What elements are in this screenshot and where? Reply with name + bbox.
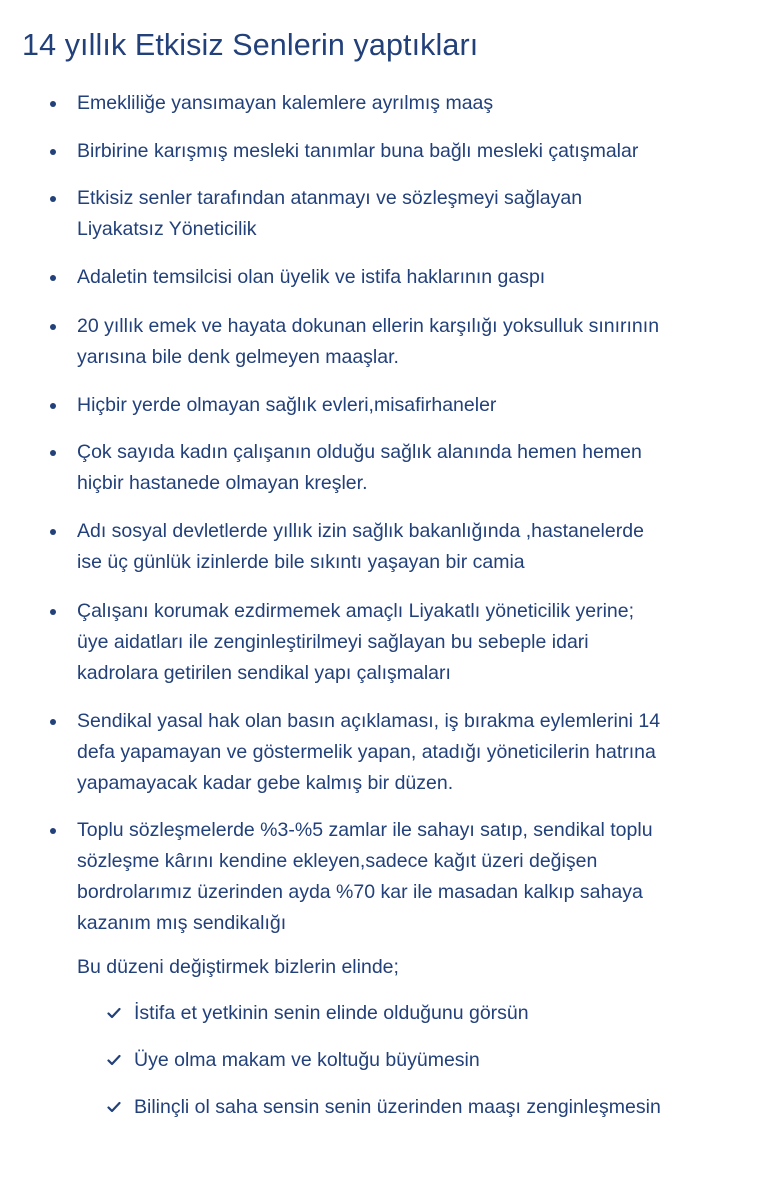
bullet-dot-icon <box>50 149 56 155</box>
checkmark-icon <box>107 1007 121 1019</box>
bullet-dot-icon <box>50 719 56 725</box>
list-item-line: defa yapamayan ve göstermelik yapan, atadığı yöneticilerin hatrına <box>77 741 656 763</box>
list-item <box>77 262 767 293</box>
list-item-line: Çok sayıda kadın çalışanın olduğu sağlık alanında hemen hemen <box>77 441 642 463</box>
page-title: 14 yıllık Etkisiz Senlerin yaptıkları <box>22 28 479 62</box>
bullet-dot-icon <box>50 609 56 615</box>
list-item-line: Toplu sözleşmelerde %3-%5 zamlar ile sahayı satıp, sendikal toplu <box>77 819 653 841</box>
list-item-line: ise üç günlük izinlerde bile sıkıntı yaşayan bir camia <box>77 551 525 573</box>
list-item-line: Hiçbir yerde olmayan sağlık evleri,misafirhaneler <box>77 394 497 416</box>
list-item-line: sözleşme kârını kendine ekleyen,sadece kağıt üzeri değişen <box>77 850 598 872</box>
list-item-line: yarısına bile denk gelmeyen maaşlar. <box>77 346 399 368</box>
checkmark-icon <box>107 1101 121 1113</box>
bullet-dot-icon <box>50 828 56 834</box>
bullet-dot-icon <box>50 196 56 202</box>
list-item <box>77 815 767 939</box>
bullet-dot-icon <box>50 403 56 409</box>
list-item <box>77 88 767 119</box>
list-item-line: yapamayacak kadar gebe kalmış bir düzen. <box>77 772 454 794</box>
bullet-dot-icon <box>50 101 56 107</box>
list-item-line: hiçbir hastanede olmayan kreşler. <box>77 472 368 494</box>
list-item-line: kazanım mış sendikalığı <box>77 912 287 934</box>
list-item <box>77 136 767 167</box>
list-item <box>77 437 767 499</box>
bullet-dot-icon <box>50 275 56 281</box>
bullet-dot-icon <box>50 450 56 456</box>
list-item-line: Etkisiz senler tarafından atanmayı ve sözleşmeyi sağlayan <box>77 187 583 209</box>
checklist-item-label: İstifa et yetkinin senin elinde olduğunu görsün <box>134 1002 529 1024</box>
list-item-line: Liyakatsız Yöneticilik <box>77 218 257 240</box>
checklist-item-label: Bilinçli ol saha sensin senin üzerinden maaşı zenginleşmesin <box>134 1096 661 1118</box>
call-to-action-heading: Bu düzeni değiştirmek bizlerin elinde; <box>77 956 399 978</box>
list-item-line: 20 yıllık emek ve hayata dokunan ellerin karşılığı yoksulluk sınırının <box>77 315 660 337</box>
list-item-line: Sendikal yasal hak olan basın açıklaması, iş bırakma eylemlerini 14 <box>77 710 661 732</box>
bullet-dot-icon <box>50 324 56 330</box>
checklist-item <box>134 1045 480 1076</box>
list-item <box>77 183 767 245</box>
list-item <box>77 390 767 421</box>
list-item-line: Çalışanı korumak ezdirmemek amaçlı Liyakatlı yöneticilik yerine; <box>77 600 635 622</box>
list-item-line: üye aidatları ile zenginleştirilmeyi sağlayan bu sebeple idari <box>77 631 589 653</box>
bullet-dot-icon <box>50 529 56 535</box>
list-item <box>77 516 767 578</box>
list-item-line: kadrolara getirilen sendikal yapı çalışmaları <box>77 662 451 684</box>
list-item <box>77 706 767 799</box>
list-item-line: bordrolarımız üzerinden ayda %70 kar ile masadan kalkıp sahaya <box>77 881 643 903</box>
checkmark-icon <box>107 1054 121 1066</box>
list-item <box>77 311 767 373</box>
list-item-line: Adaletin temsilcisi olan üyelik ve istifa haklarının gaspı <box>77 266 546 288</box>
list-item-line: Birbirine karışmış mesleki tanımlar buna bağlı mesleki çatışmalar <box>77 140 639 162</box>
list-item-line: Adı sosyal devletlerde yıllık izin sağlık bakanlığında ,hastanelerde <box>77 520 644 542</box>
list-item-line: Emekliliğe yansımayan kalemlere ayrılmış maaş <box>77 92 494 114</box>
checklist-item <box>134 998 529 1029</box>
checklist-item <box>134 1092 661 1123</box>
list-item <box>77 596 767 689</box>
checklist-item-label: Üye olma makam ve koltuğu büyümesin <box>134 1049 480 1071</box>
